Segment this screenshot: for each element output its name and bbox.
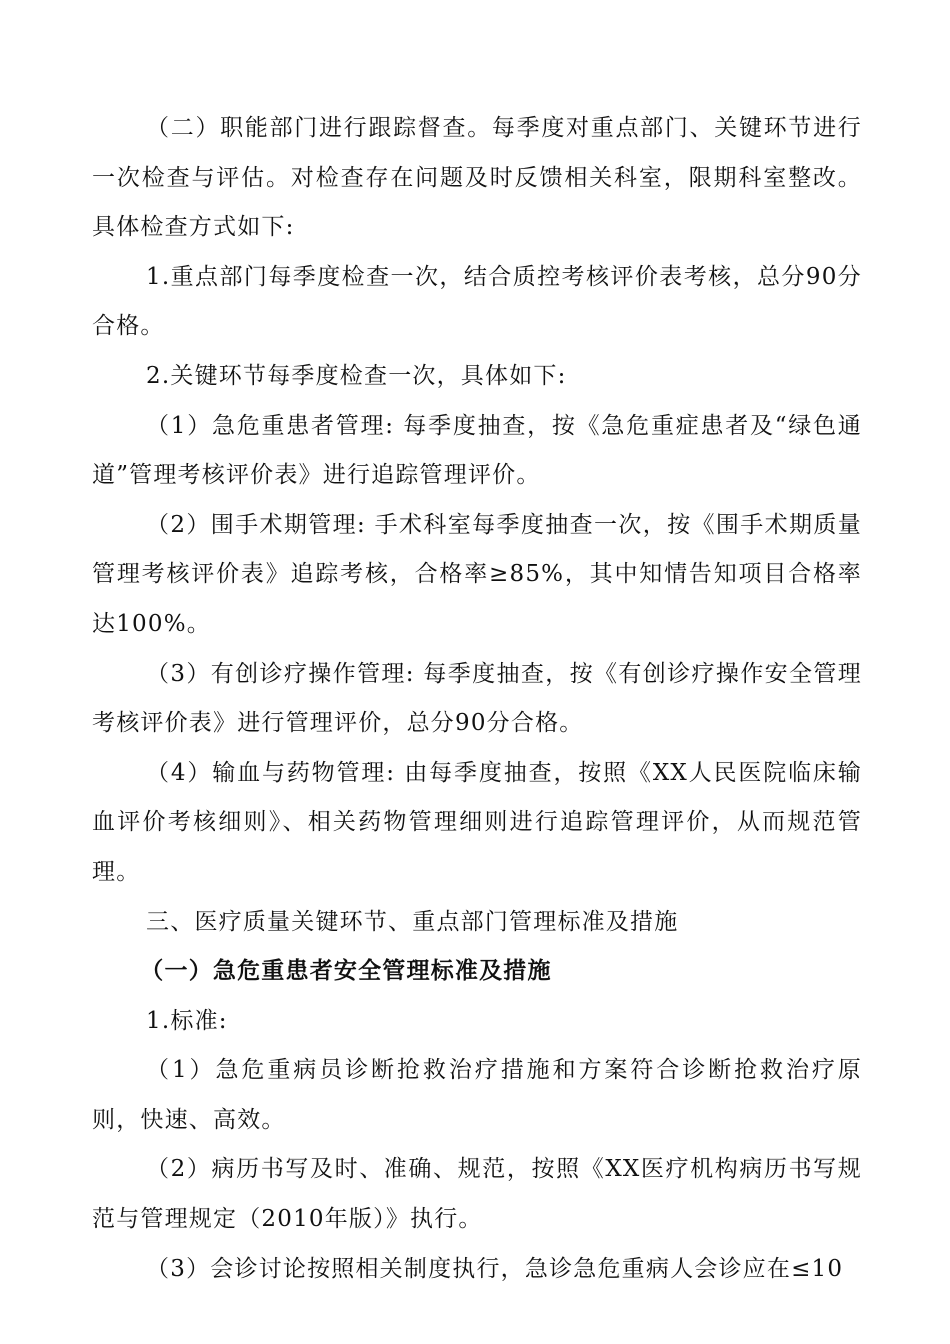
paragraph-standard-label: 1.标准: bbox=[146, 1007, 228, 1034]
section-heading-standards-measures: 三、医疗质量关键环节、重点部门管理标准及措施 bbox=[146, 908, 679, 935]
paragraph-functional-dept-supervision: （二）职能部门进行跟踪督查。每季度对重点部门、关键环节进行一次检查与评估。对检查存在问题及时反馈相关科室，限期科室整改。具体检查方式如下: bbox=[92, 115, 862, 241]
paragraph-standard-medical-records: （2）病历书写及时、准确、规范，按照《XX医疗机构病历书写规范与管理规定（2010年版）》执行。 bbox=[92, 1156, 862, 1233]
paragraph-key-link-inspection: 2.关键环节每季度检查一次，具体如下: bbox=[146, 362, 567, 389]
paragraph-key-dept-inspection: 1.重点部门每季度检查一次，结合质控考核评价表考核，总分90分合格。 bbox=[92, 263, 862, 340]
subsection-heading-critical-patient-safety: （一）急危重患者安全管理标准及措施 bbox=[140, 958, 552, 985]
paragraph-transfusion-drug-management: （4）输血与药物管理: 由每季度抽查，按照《XX人民医院临床输血评价考核细则》、相关药物管理细则进行追踪管理评价，从而规范管理。 bbox=[92, 759, 862, 885]
paragraph-standard-consultation: （3）会诊讨论按照相关制度执行，急诊急危重病人会诊应在≤10 bbox=[146, 1255, 844, 1282]
paragraph-critical-patient-management: （1）急危重患者管理: 每季度抽查，按《急危重症患者及“绿色通道”管理考核评价表》进行追踪管理评价。 bbox=[92, 412, 862, 489]
paragraph-standard-diagnosis-treatment: （1）急危重病员诊断抢救治疗措施和方案符合诊断抢救治疗原则，快速、高效。 bbox=[92, 1057, 862, 1133]
document-page bbox=[92, 104, 862, 1294]
paragraph-perioperative-management: （2）围手术期管理: 手术科室每季度抽查一次，按《围手术期质量管理考核评价表》追踪考核，合格率≥85%，其中知情告知项目合格率达100%。 bbox=[92, 511, 862, 637]
paragraph-invasive-procedure-management: （3）有创诊疗操作管理: 每季度抽查，按《有创诊疗操作安全管理考核评价表》进行管理评价，总分90分合格。 bbox=[92, 660, 862, 737]
